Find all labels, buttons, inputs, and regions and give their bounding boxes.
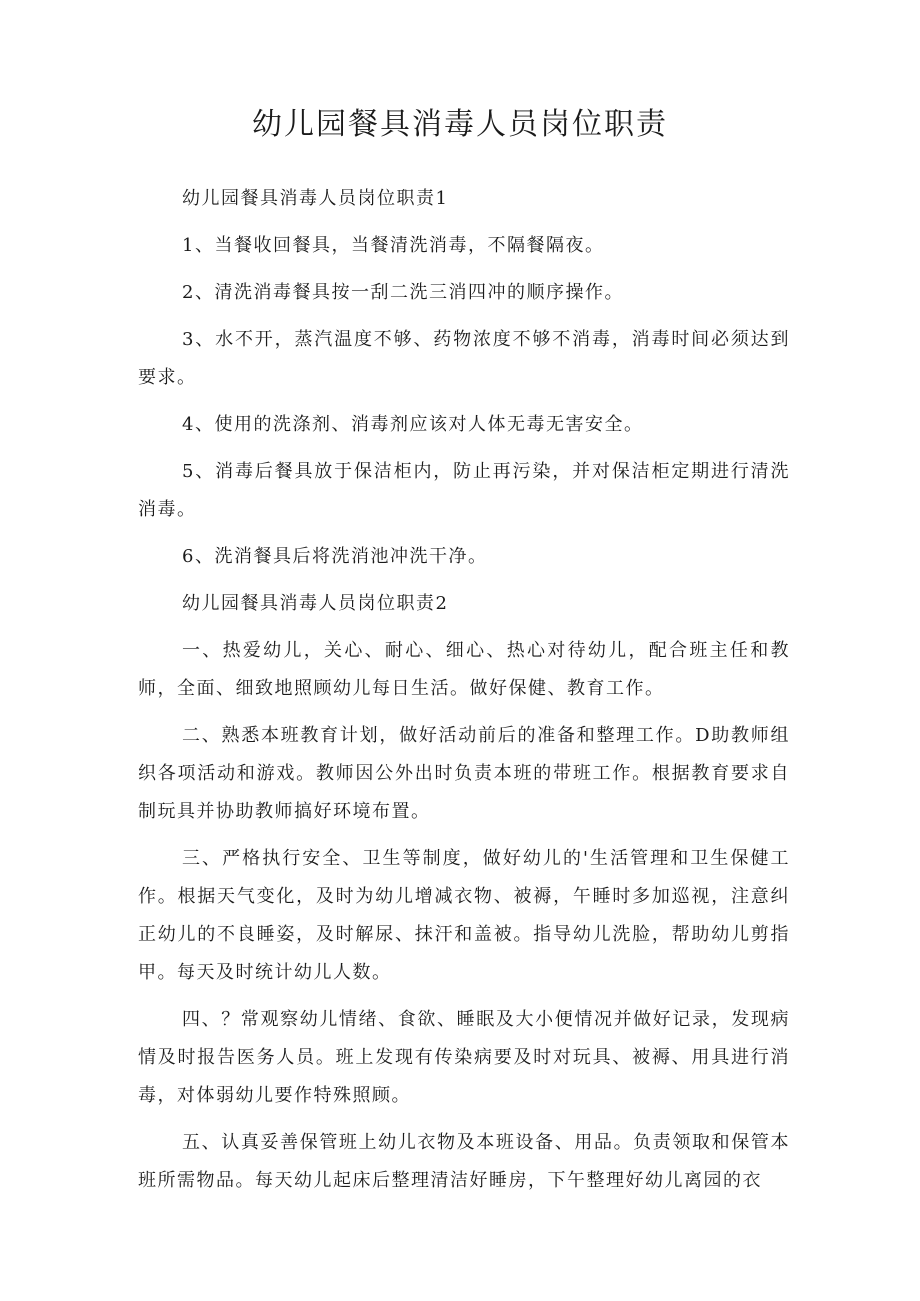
section-heading-2: 幼儿园餐具消毒人员岗位职责2 [182, 593, 449, 614]
duty-item-four: 四、？常观察幼儿情绪、食欲、睡眠及大小便情况并做好记录，发现病情及时报告医务人员。班上发现有传染病要及时对玩具、被褥、用具进行消毒，对体弱幼儿要作特殊照顾。 [138, 1009, 790, 1106]
duty-item-one: 一、热爱幼儿，关心、耐心、细心、热心对待幼儿，配合班主任和教师，全面、细致地照顾幼儿每日生活。做好保健、教育工作。 [138, 640, 790, 699]
duty-item-6: 6、洗消餐具后将洗消池冲洗干净。 [182, 546, 488, 567]
duty-item-1: 1、当餐收回餐具，当餐清洗消毒，不隔餐隔夜。 [182, 235, 605, 256]
duty-item-two: 二、熟悉本班教育计划，做好活动前后的准备和整理工作。D助教师组织各项活动和游戏。教师因公外出时负责本班的带班工作。根据教育要求自制玩具并协助教师搞好环境布置。 [138, 725, 790, 822]
duty-item-five: 五、认真妥善保管班上幼儿衣物及本班设备、用品。负责领取和保管本班所需物品。每天幼儿起床后整理清洁好睡房，下午整理好幼儿离园的衣 [138, 1132, 790, 1191]
duty-item-4: 4、使用的洗涤剂、消毒剂应该对人体无毒无害安全。 [182, 414, 644, 435]
document-body [138, 180, 790, 1209]
document-title: 幼儿园餐具消毒人员岗位职责 [252, 107, 668, 142]
duty-item-3: 3、水不开，蒸汽温度不够、药物浓度不够不消毒，消毒时间必须达到要求。 [138, 329, 790, 388]
section-heading-1: 幼儿园餐具消毒人员岗位职责1 [182, 188, 449, 209]
duty-item-5: 5、消毒后餐具放于保洁柜内，防止再污染，并对保洁柜定期进行清洗消毒。 [138, 461, 790, 520]
duty-item-three: 三、严格执行安全、卫生等制度，做好幼儿的'生活管理和卫生保健工作。根据天气变化，及时为幼儿增减衣物、被褥，午睡时多加巡视，注意纠正幼儿的不良睡姿，及时解尿、抹汗和盖被。指导幼儿洗脸，帮助幼儿剪指甲。每天及时统计幼儿人数。 [138, 848, 790, 983]
duty-item-2: 2、清洗消毒餐具按一刮二洗三消四冲的顺序操作。 [182, 282, 624, 303]
